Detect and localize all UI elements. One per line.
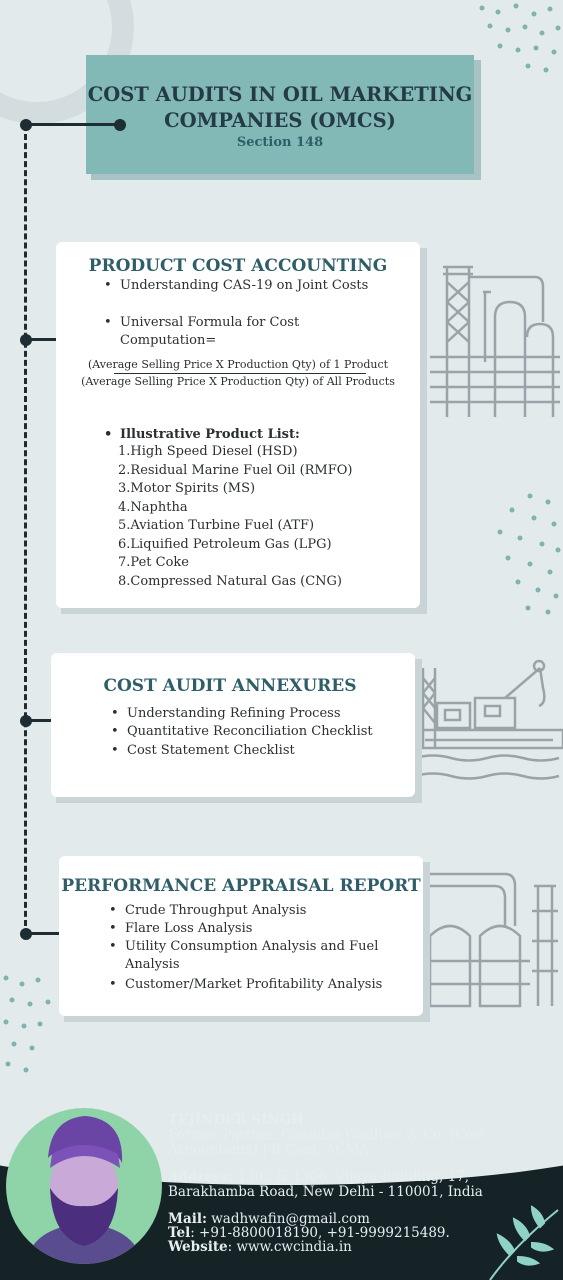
website-link[interactable]: : www.cwcindia.in (227, 1239, 352, 1255)
list-item: 6.Liquified Petroleum Gas (LPG) (118, 536, 332, 552)
leaf-decor (470, 1195, 563, 1280)
plant-illustration (420, 866, 563, 1016)
list-item: 7.Pet Coke (118, 555, 189, 570)
formula-numerator: (Average Selling Price X Production Qty) of 1 Product (87, 358, 389, 371)
annexures-card (51, 653, 415, 797)
list-heading: • Illustrative Product List: (120, 426, 300, 444)
refinery-illustration (425, 262, 563, 422)
list-item: • Utility Consumption Analysis and Fuel Analysis (125, 938, 387, 974)
annexures-title: COST AUDIT ANNEXURES (103, 676, 357, 696)
footer-role: Former Partner, Chandra Wadhwa & Co. (Cost Accountants) | B.Com, ACMA (168, 1127, 486, 1158)
tel-label: Tel (168, 1225, 191, 1241)
footer-website (168, 1240, 352, 1255)
list-item: 3.Motor Spirits (MS) (118, 481, 256, 496)
list-item: 8.Compressed Natural Gas (CNG) (118, 573, 342, 589)
tel-value[interactable]: : +91-8800018190, +91-9999215489. (190, 1225, 450, 1241)
avatar-portrait (6, 1108, 162, 1264)
avatar (6, 1108, 162, 1264)
decor-dots-mid (490, 488, 563, 618)
formula-denominator: (Average Selling Price X Production Qty) of All Products (81, 375, 395, 388)
list-item: • Quantitative Reconciliation Checklist (127, 723, 407, 741)
list-item: 2.Residual Marine Fuel Oil (RMFO) (118, 462, 353, 478)
list-item: • Crude Throughput Analysis (125, 902, 395, 920)
decor-dots-top (470, 0, 563, 80)
list-item: • Universal Formula for Cost Computation= (120, 314, 320, 350)
page-subtitle: Section 148 (236, 135, 324, 150)
appraisal-card (59, 856, 423, 1016)
mail-link[interactable]: wadhwafin@gmail.com (211, 1211, 370, 1227)
list-item: • Understanding Refining Process (127, 705, 407, 723)
page-title: COST AUDITS IN OIL MARKETING COMPANIES (OMCS) (87, 83, 473, 132)
list-item: 4.Naphtha (118, 499, 188, 515)
timeline-dot (114, 119, 126, 131)
list-item: • Customer/Market Profitability Analysis (125, 976, 415, 994)
footer-name: TEJINDER SINGH (168, 1112, 304, 1128)
decor-dots-left (0, 972, 60, 1077)
product-cost-card (56, 242, 420, 608)
list-item: • Cost Statement Checklist (127, 742, 407, 760)
list-item: • Understanding CAS-19 on Joint Costs (120, 277, 410, 295)
address-value: 1305 & 1306, Vijaya Building, 17, Barakhamba Road, New Delhi - 110001, India (168, 1169, 483, 1200)
title-box (86, 55, 474, 174)
appraisal-title: PERFORMANCE APPRAISAL REPORT (61, 876, 421, 896)
list-item: • Flare Loss Analysis (125, 920, 395, 938)
product-list (118, 443, 408, 591)
footer-address (168, 1170, 498, 1199)
mail-label: Mail: (168, 1211, 207, 1227)
address-label: Address: (168, 1169, 234, 1185)
website-label: Website (168, 1239, 228, 1255)
timeline-line (24, 125, 27, 935)
list-item: 5.Aviation Turbine Fuel (ATF) (118, 518, 315, 533)
product-cost-title: PRODUCT COST ACCOUNTING (88, 256, 388, 276)
offshore-rig-illustration (415, 658, 563, 798)
timeline-connector (26, 123, 120, 126)
list-item: 1.High Speed Diesel (HSD) (118, 444, 298, 459)
